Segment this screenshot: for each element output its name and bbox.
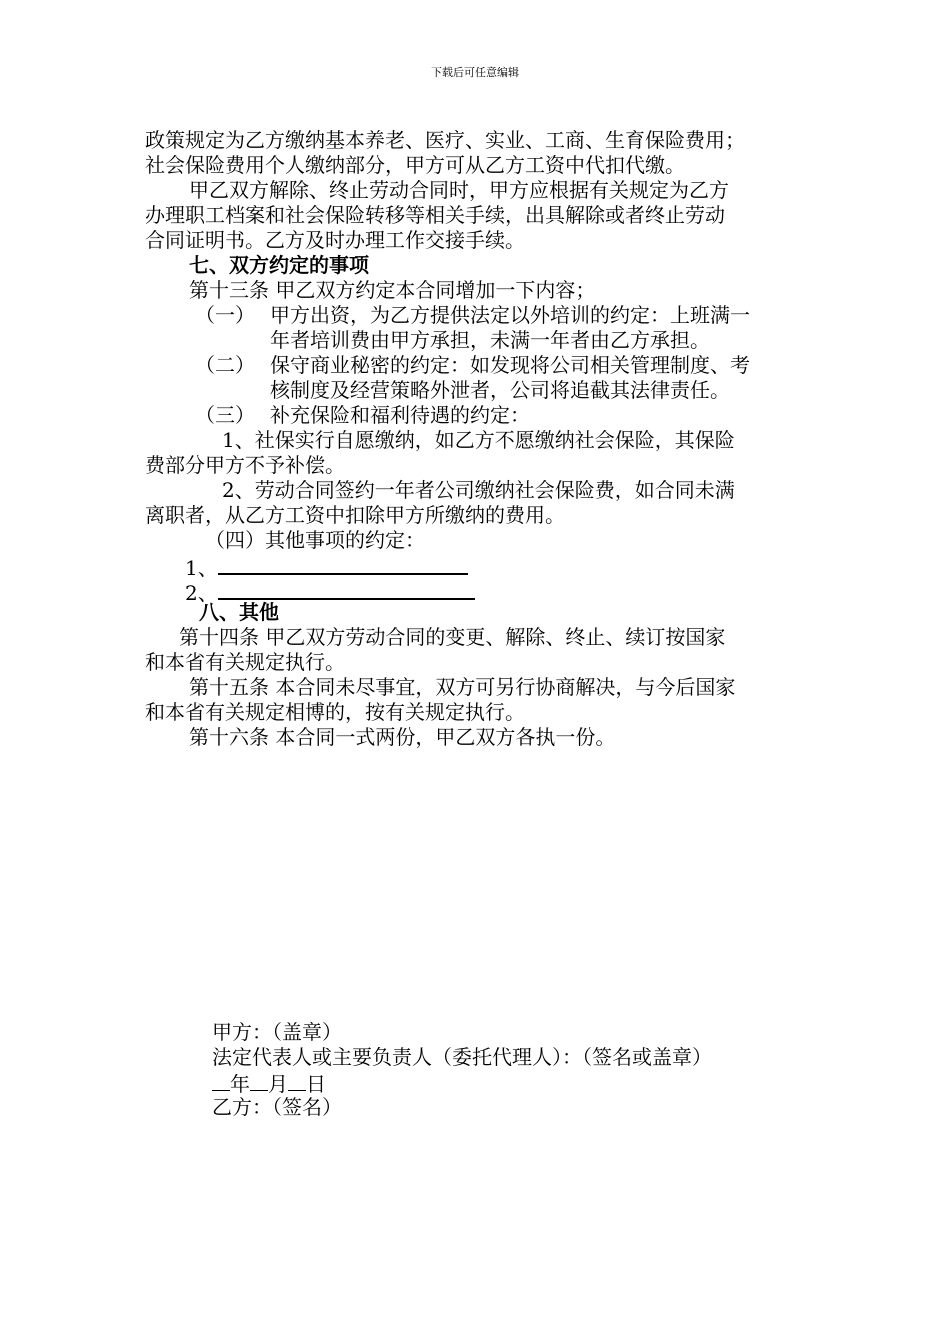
item-4: （四）其他事项的约定： — [205, 528, 425, 552]
month-blank — [250, 1070, 268, 1091]
page-header: 下载后可任意编辑 — [431, 66, 519, 79]
sub-item-1: 1、社保实行自愿缴纳，如乙方不愿缴纳社会保险，其保险 — [222, 428, 735, 452]
blank-label: 2、 — [185, 581, 218, 605]
fill-in-blank — [218, 553, 468, 575]
day-label: 日 — [306, 1072, 326, 1096]
party-a-line: 甲方：（盖章） — [212, 1020, 342, 1044]
body-line: 办理职工档案和社会保险转移等相关手续，出具解除或者终止劳动 — [145, 203, 725, 227]
article-14: 和本省有关规定执行。 — [145, 650, 345, 674]
sub-item-2: 2、劳动合同签约一年者公司缴纳社会保险费，如合同未满 — [222, 478, 735, 502]
year-label: 年 — [230, 1072, 250, 1096]
body-line: 政策规定为乙方缴纳基本养老、医疗、实业、工商、生育保险费用； — [145, 128, 745, 152]
item-3-text: 补充保险和福利待遇的约定： — [270, 403, 530, 427]
date-line — [212, 1070, 326, 1097]
item-1-number: （一） — [195, 303, 255, 327]
blank-label: 1、 — [185, 556, 218, 580]
section-8-title: 八、其他 — [199, 600, 279, 624]
body-line: 社会保险费用个人缴纳部分，甲方可从乙方工资中代扣代缴。 — [145, 153, 685, 177]
representative-line: 法定代表人或主要负责人（委托代理人）：（签名或盖章） — [212, 1045, 712, 1069]
article-15: 第十五条 本合同未尽事宜，双方可另行协商解决，与今后国家 — [189, 675, 736, 699]
year-blank — [212, 1070, 230, 1091]
item-1-text: 甲方出资，为乙方提供法定以外培训的约定：上班满一 — [270, 303, 750, 327]
item-2-number: （二） — [195, 353, 255, 377]
item-2-text: 保守商业秘密的约定：如发现将公司相关管理制度、考 — [270, 353, 750, 377]
blank-line-1 — [185, 553, 468, 581]
article-15: 和本省有关规定相博的，按有关规定执行。 — [145, 700, 525, 724]
party-b-line: 乙方：（签名） — [212, 1095, 342, 1119]
item-1-text: 年者培训费由甲方承担，未满一年者由乙方承担。 — [270, 328, 710, 352]
body-line: 甲乙双方解除、终止劳动合同时，甲方应根据有关规定为乙方 — [189, 178, 729, 202]
item-3-number: （三） — [195, 403, 255, 427]
sub-item-1: 费部分甲方不予补偿。 — [145, 453, 345, 477]
month-label: 月 — [268, 1072, 288, 1096]
section-7-title: 七、双方约定的事项 — [189, 253, 369, 277]
article-13: 第十三条 甲乙双方约定本合同增加一下内容； — [189, 278, 596, 302]
body-line: 合同证明书。乙方及时办理工作交接手续。 — [145, 228, 525, 252]
fill-in-blank — [218, 578, 475, 600]
item-2-text: 核制度及经营策略外泄者，公司将追截其法律责任。 — [270, 378, 730, 402]
day-blank — [288, 1070, 306, 1091]
article-16: 第十六条 本合同一式两份，甲乙双方各执一份。 — [189, 725, 616, 749]
article-14: 第十四条 甲乙双方劳动合同的变更、解除、终止、续订按国家 — [179, 625, 726, 649]
sub-item-2: 离职者，从乙方工资中扣除甲方所缴纳的费用。 — [145, 503, 565, 527]
